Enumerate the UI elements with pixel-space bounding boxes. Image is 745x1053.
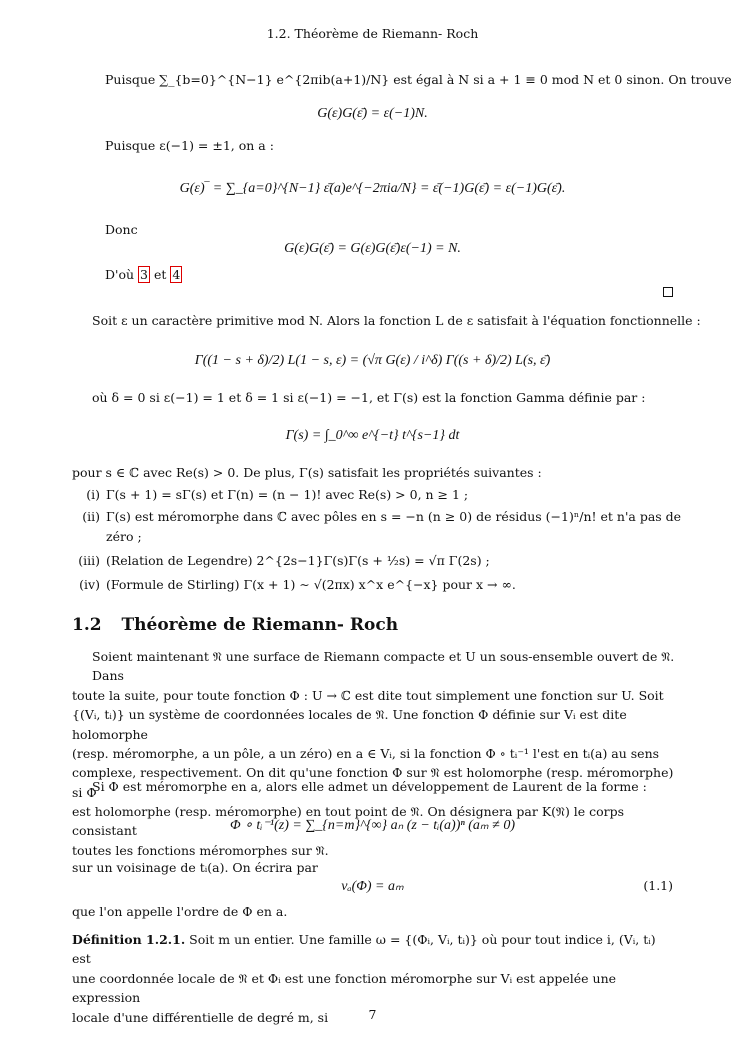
property-item: (i) Γ(s + 1) = sΓ(s) et Γ(n) = (n − 1)! avec Re(s) > 0, n ≥ 1 ; — [86, 487, 469, 502]
section-paragraph-2: Si Φ est méromorphe en a, alors elle admet un développement de Laurent de la forme : — [92, 779, 647, 794]
running-header: 1.2. Théorème de Riemann- Roch — [266, 26, 479, 41]
section-heading — [72, 612, 398, 638]
property-item: (iv) (Formule de Stirling) Γ(x + 1) ∼ √(2πx) x^x e^{−x} pour x → ∞. — [79, 577, 516, 592]
equation-2: G(ε)‾ = ∑_{a=0}^{N−1} ε̄(a)e^{−2πia/N} = ε̄(−1)G(ε̄) = ε(−1)G(ε̄). — [179, 181, 566, 196]
delta-text: où δ = 0 si ε(−1) = 1 et δ = 1 si ε(−1) = −1, et Γ(s) est la fonction Gamma définie par : — [92, 390, 646, 405]
equation-number: (1.1) — [643, 878, 673, 893]
order-equation: vₐ(Φ) = aₘ — [341, 879, 404, 894]
ref-4-link[interactable]: 4 — [172, 267, 181, 282]
voisinage-text: sur un voisinage de tᵢ(a). On écrira par — [72, 860, 318, 875]
page-number: 7 — [368, 1007, 377, 1022]
dou-prefix: D'où — [105, 267, 135, 282]
properties-list — [72, 485, 682, 597]
dou-mid: et — [153, 267, 167, 282]
proof-donc: Donc — [105, 222, 138, 237]
ref-3-link[interactable]: 3 — [140, 267, 148, 282]
property-item: (iii) (Relation de Legendre) 2^{2s−1}Γ(s)Γ(s + ½s) = √π Γ(2s) ; — [78, 553, 490, 568]
section-number: 1.2 — [72, 615, 102, 635]
properties-intro: pour s ∈ ℂ avec Re(s) > 0. De plus, Γ(s) satisfait les propriétés suivantes : — [72, 465, 542, 480]
functional-intro: Soit ε un caractère primitive mod N. Alors la fonction L de ε satisfait à l'équation fonctionnelle : — [92, 313, 701, 328]
laurent-equation: Φ ∘ tᵢ⁻¹(z) = ∑_{n=m}^{∞} aₙ (z − tᵢ(a))ⁿ (aₘ ≠ 0) — [229, 818, 516, 833]
gamma-definition: Γ(s) = ∫_0^∞ e^{−t} t^{s−1} dt — [285, 428, 460, 443]
section-title: Théorème de Riemann- Roch — [121, 615, 399, 635]
section-paragraph-1: Soient maintenant 𝔑 une surface de Riemann compacte et U un sous-ensemble ouvert de 𝔑. Dans toute la suite, pour toute fonction Φ : U → ℂ est dite tout simplement une fonction sur U. Soit {(Vᵢ, tᵢ)} un système de coordonnées locales de 𝔑. Une fonction Φ définie sur Vᵢ est dite holomorphe (resp. méromorphe, a un pôle, a un zéro) en a ∈ Vᵢ, si la fonction Φ ∘ tᵢ⁻¹ l'est en tᵢ(a) au sens complexe, respectivement. On dit qu'une fonction Φ sur 𝔑 est holomorphe (resp. méromorphe) si Φ est holomorphe (resp. méromorphe) en tout point de 𝔑. On désignera par K(𝔑) le corps consistant toutes les fonctions méromorphes sur 𝔑. — [72, 649, 675, 858]
property-item: (ii) Γ(s) est méromorphe dans ℂ avec pôles en s = −n (n ≥ 0) de résidus (−1)ⁿ/n! et n'a pas de — [82, 509, 682, 524]
qed-square-icon — [663, 287, 673, 297]
definition-1-2-1: Définition 1.2.1. Soit m un entier. Une famille ω = {(Φᵢ, Vᵢ, tᵢ)} où pour tout indice i, (Vᵢ, tᵢ) est une coordonnée locale de 𝔑 et Φᵢ est une fonction méromorphe sur Vᵢ est appelée une expression locale d'une différentielle de degré m, si — [72, 932, 656, 1025]
proof-line-2: Puisque ε(−1) = ±1, on a : — [105, 138, 274, 153]
equation-3: G(ε)G(ε̄) = G(ε)G(ε̄)ε(−1) = N. — [284, 241, 461, 256]
equation-1: G(ε)G(ε̄) = ε(−1)N. — [317, 106, 428, 121]
definition-label: Définition 1.2.1. — [72, 932, 186, 947]
proof-conclusion — [105, 265, 182, 284]
proof-line-1: Puisque ∑_{b=0}^{N−1} e^{2πib(a+1)/N} est égal à N si a + 1 ≡ 0 mod N et 0 sinon. On trouve — [105, 72, 732, 87]
property-item: zéro ; — [106, 529, 142, 544]
functional-equation: Γ((1 − s + δ)/2) L(1 − s, ε) = (√π G(ε) / i^δ) Γ((s + δ)/2) L(s, ε̄) — [194, 353, 551, 368]
order-text: que l'on appelle l'ordre de Φ en a. — [72, 904, 288, 919]
